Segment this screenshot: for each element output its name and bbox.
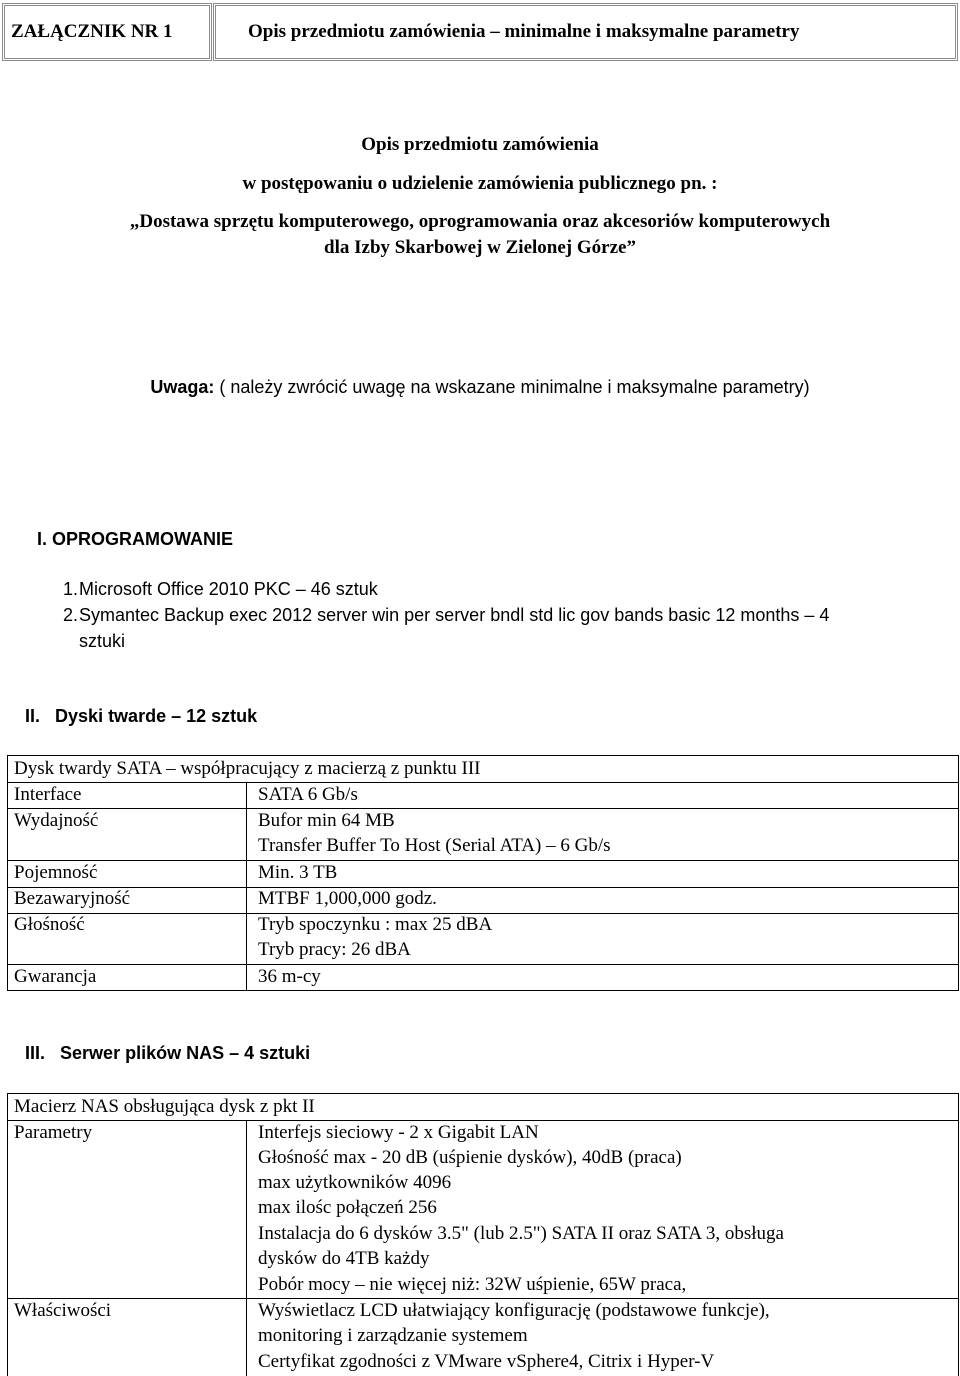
note-text: ( należy zwrócić uwagę na wskazane minimalne i maksymalne parametry) xyxy=(214,377,810,397)
section-2-number: II. xyxy=(25,706,41,726)
list-item-text: Symantec Backup exec 2012 server win per server bndl std lic gov bands basic 12 months – 4 xyxy=(79,605,830,625)
list-item-text-continuation: sztuki xyxy=(79,631,126,651)
row-label: Właściwości xyxy=(14,1300,112,1321)
row-label: Głośność xyxy=(14,914,85,935)
row-divider xyxy=(8,887,958,888)
list-item-number: 1. xyxy=(63,579,79,599)
list-item xyxy=(63,579,943,603)
table-divider xyxy=(8,1120,958,1121)
row-label: Bezawaryjność xyxy=(14,888,131,909)
section-2-title: Dyski twarde – 12 sztuk xyxy=(55,706,258,726)
list-item-number: 2. xyxy=(63,605,79,625)
row-value: Min. 3 TB xyxy=(258,862,338,883)
section-3-heading xyxy=(25,1043,310,1064)
row-divider xyxy=(8,860,958,861)
table-title: Macierz NAS obsługująca dysk z pkt II xyxy=(14,1096,315,1117)
section-3-number: III. xyxy=(25,1043,46,1063)
section-1-heading: I. OPROGRAMOWANIE xyxy=(37,529,234,549)
row-value: max ilośc połączeń 256 xyxy=(258,1197,437,1218)
section-3-title: Serwer plików NAS – 4 sztuki xyxy=(60,1043,311,1063)
note xyxy=(0,377,960,398)
row-value: SATA 6 Gb/s xyxy=(258,784,358,805)
row-value: Bufor min 64 MB xyxy=(258,810,395,831)
section-2-heading xyxy=(25,706,257,727)
row-divider xyxy=(8,1298,958,1299)
title-line-4: dla Izby Skarbowej w Zielonej Górze” xyxy=(324,237,636,258)
attachment-label-box xyxy=(2,3,212,61)
row-value: Certyfikat zgodności z VMware vSphere4, Citrix i Hyper-V xyxy=(258,1351,715,1372)
header-description: Opis przedmiotu zamówienia – minimalne i maksymalne parametry xyxy=(248,21,800,42)
column-divider xyxy=(246,1120,247,1376)
header-description-box xyxy=(213,3,958,61)
row-label: Parametry xyxy=(14,1122,93,1143)
row-value: Głośność max - 20 dB (uśpienie dysków), 40dB (praca) xyxy=(258,1147,682,1168)
title-line-1: Opis przedmiotu zamówienia xyxy=(361,134,599,155)
row-value: max użytkowników 4096 xyxy=(258,1172,452,1193)
nas-spec-table xyxy=(7,1093,959,1376)
row-value: dysków do 4TB każdy xyxy=(258,1248,430,1269)
hdd-spec-table xyxy=(7,755,959,991)
row-label: Interface xyxy=(14,784,82,805)
attachment-label: ZAŁĄCZNIK NR 1 xyxy=(11,21,173,42)
title-line-3: „Dostawa sprzętu komputerowego, oprogramowania oraz akcesoriów komputerowych xyxy=(129,211,831,232)
row-label: Wydajność xyxy=(14,810,99,831)
row-value: Tryb spoczynku : max 25 dBA xyxy=(258,914,493,935)
row-value: Transfer Buffer To Host (Serial ATA) – 6 Gb/s xyxy=(258,835,611,856)
note-label: Uwaga: xyxy=(150,377,215,397)
row-value: Tryb pracy: 26 dBA xyxy=(258,939,411,960)
row-divider xyxy=(8,808,958,809)
list-item xyxy=(63,605,953,655)
row-divider xyxy=(8,964,958,965)
title-line-2: w postępowaniu o udzielenie zamówienia publicznego pn. : xyxy=(242,173,718,194)
row-value: Wyświetlacz LCD ułatwiający konfigurację (podstawowe funkcje), xyxy=(258,1300,770,1321)
column-divider xyxy=(246,782,247,990)
list-item-text: Microsoft Office 2010 PKC – 46 sztuk xyxy=(79,579,378,599)
row-label: Pojemność xyxy=(14,862,98,883)
row-value: monitoring i zarządzanie systemem xyxy=(258,1325,528,1346)
row-value: Pobór mocy – nie więcej niż: 32W uśpienie, 65W praca, xyxy=(258,1274,687,1295)
row-value: MTBF 1,000,000 godz. xyxy=(258,888,437,909)
row-value: Instalacja do 6 dysków 3.5" (lub 2.5") SATA II oraz SATA 3, obsługa xyxy=(258,1223,784,1244)
table-title: Dysk twardy SATA – współpracujący z macierzą z punktu III xyxy=(14,758,481,779)
row-value: 36 m-cy xyxy=(258,966,321,987)
table-divider xyxy=(8,782,958,783)
row-value: Interfejs sieciowy - 2 x Gigabit LAN xyxy=(258,1122,539,1143)
row-label: Gwarancja xyxy=(14,966,97,987)
